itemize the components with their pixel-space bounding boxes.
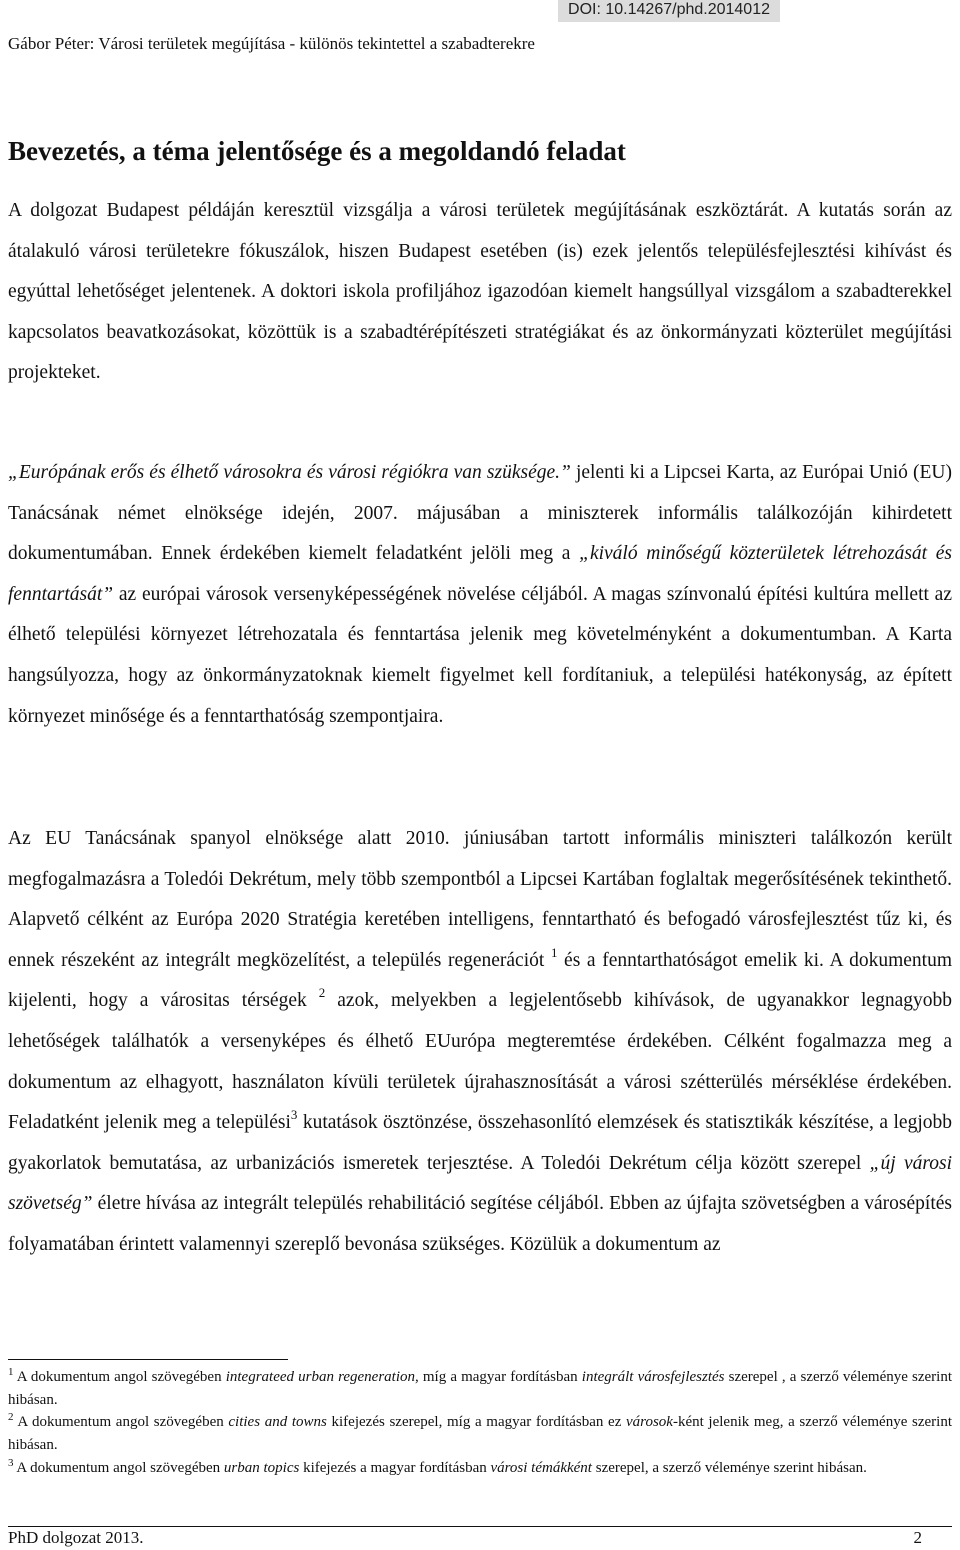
paragraph-toledo-declaration bbox=[8, 819, 952, 1266]
footer-label: PhD dolgozat 2013. bbox=[8, 1528, 144, 1547]
paragraph-text: jelenti ki a Lipcsei Karta, az Európai Unió (EU) Tanácsának német elnöksége idején, 2007. májusában a miniszterek informális találkozóján kihirdetett dokumentumában. Ennek érdekében kiemelt feladatként jelöli meg a bbox=[8, 462, 952, 565]
paragraph-text: az európai városok versenyképességének növelése céljából. A magas színvonalú építési kultúra mellett az élhető települési környezet létrehozatala és fenntartása jelenik meg követelményként a dokumentumban. A Karta hangsúlyozza, hogy az önkormányzatoknak kiemelt figyelmet kell fordítaniuk, a települési hatékonyság, az épített környezet minősége és a fenntarthatóság szempontjaira. bbox=[8, 583, 952, 727]
footnote-text: -ként jelenik meg, a szerző véleménye szerint hibásan. bbox=[8, 1414, 952, 1454]
emphasized-phrase: „kiváló minőségű közterületek létrehozását és fenntartását” bbox=[8, 543, 952, 605]
footnote-2 bbox=[8, 1411, 952, 1456]
footnote-text: A dokumentum angol szövegében bbox=[13, 1369, 226, 1385]
running-header: Gábor Péter: Városi területek megújítása - különös tekintettel a szabadterekre bbox=[8, 34, 535, 53]
footnote-term: cities and towns bbox=[228, 1414, 327, 1431]
doi-badge: DOI: 10.14267/phd.2014012 bbox=[558, 0, 780, 22]
page-number: 2 bbox=[913, 1528, 922, 1547]
footnote-term: városi témákként bbox=[490, 1459, 592, 1476]
paragraph-text: életre hívása az integrált település rehabilitáció segítése céljából. Ebben az újfajta szövetségben a városépítés folyamatában érintett valamennyi szereplő bevonása szükséges. Közülük a dokumentum az bbox=[8, 1193, 952, 1255]
paragraph-leipzig-charter bbox=[8, 453, 952, 737]
footer-divider bbox=[8, 1526, 952, 1527]
footnote-text: kifejezés szerepel, míg a magyar fordításban ez bbox=[326, 1414, 627, 1431]
section-title: Bevezetés, a téma jelentősége és a megoldandó feladat bbox=[8, 136, 626, 166]
paragraph-text: Az EU Tanácsának spanyol elnöksége alatt 2010. júniusában tartott informális miniszteri találkozón került megfogalmazásra a Toledói Dekrétum, mely több szempontból a Lipcsei Kartában foglaltak megerősítésének tekinthető. Alapvető célként az Európa 2020 Stratégia keretében intelligens, fenntartható és befogadó városfejlesztést tűz ki, és ennek részeként az integrált megközelítést, a település regenerációt bbox=[8, 828, 952, 971]
footnote-ref-2[interactable]: 2 bbox=[318, 985, 326, 1001]
footnotes bbox=[8, 1366, 952, 1480]
footnote-term: városok bbox=[626, 1414, 673, 1431]
footnote-ref-1[interactable]: 1 bbox=[550, 944, 558, 960]
footnote-term: integrateed urban regeneration bbox=[225, 1369, 416, 1385]
footnote-number: 3 bbox=[8, 1456, 14, 1469]
footnote-term: integrált városfejlesztés bbox=[581, 1369, 725, 1385]
footnote-number: 2 bbox=[8, 1411, 14, 1424]
footnote-divider bbox=[8, 1359, 288, 1360]
emphasized-phrase: „új városi szövetség” bbox=[8, 1152, 952, 1215]
leipzig-quote: „Európának erős és élhető városokra és városi régiókra van szüksége.” bbox=[8, 462, 571, 483]
paragraph-intro: A dolgozat Budapest példáján keresztül vizsgálja a városi területek megújításának eszköztárát. A kutatás során az átalakuló városi területekre fókuszálok, hiszen Budapest esetében (is) ezek jelentős településfejlesztési kihívást és egyúttal lehetőséget jelentenek. A doktori iskola profiljához igazodóan kiemelt hangsúllyal vizsgálom a szabadterekkel kapcsolatos beavatkozásokat, közöttük is a szabadtérépítészeti stratégiákat és az önkormányzati közterület megújítási projekteket. bbox=[8, 200, 952, 384]
paragraph-text: és a fenntarthatóságot emelik ki. A dokumentum kijelenti, hogy a várositas térségek bbox=[8, 949, 953, 1012]
footnote-1 bbox=[8, 1366, 952, 1411]
paragraph-text: kutatások ösztönzése, összehasonlító elemzések és statisztikák készítése, a legjobb gyakorlatok bemutatása, az urbanizációs ismeretek terjesztése. A Toledói Dekrétum célja között szerepel bbox=[8, 1112, 953, 1174]
footnote-3 bbox=[8, 1457, 952, 1480]
footnote-text: A dokumentum angol szövegében bbox=[13, 1414, 229, 1431]
paragraph-text: azok, melyekben a legjelentősebb kihívások, de ugyanakkor legnagyobb lehetőségek találhatók a versenyképes és élhető EUurópa megteremtése érdekében. Célként fogalmazza meg a dokumentum az elhagyott, használaton kívüli területek újrahasznosítását a városi szétterülés mérséklése érdekében. Feladatként jelenik meg a települési bbox=[8, 990, 952, 1134]
footnote-text: , míg a magyar fordításban bbox=[415, 1369, 582, 1385]
footnote-text: A dokumentum angol szövegében bbox=[13, 1459, 224, 1476]
footnote-term: urban topics bbox=[223, 1459, 300, 1476]
footnote-number: 1 bbox=[8, 1366, 14, 1378]
footnote-text: kifejezés a magyar fordításban bbox=[299, 1459, 491, 1476]
footnote-ref-3[interactable]: 3 bbox=[290, 1107, 298, 1123]
footnote-text: szerepel , a szerző véleménye szerint hibásan. bbox=[8, 1369, 952, 1408]
footnote-text: szerepel, a szerző véleménye szerint hibásan. bbox=[591, 1459, 867, 1476]
